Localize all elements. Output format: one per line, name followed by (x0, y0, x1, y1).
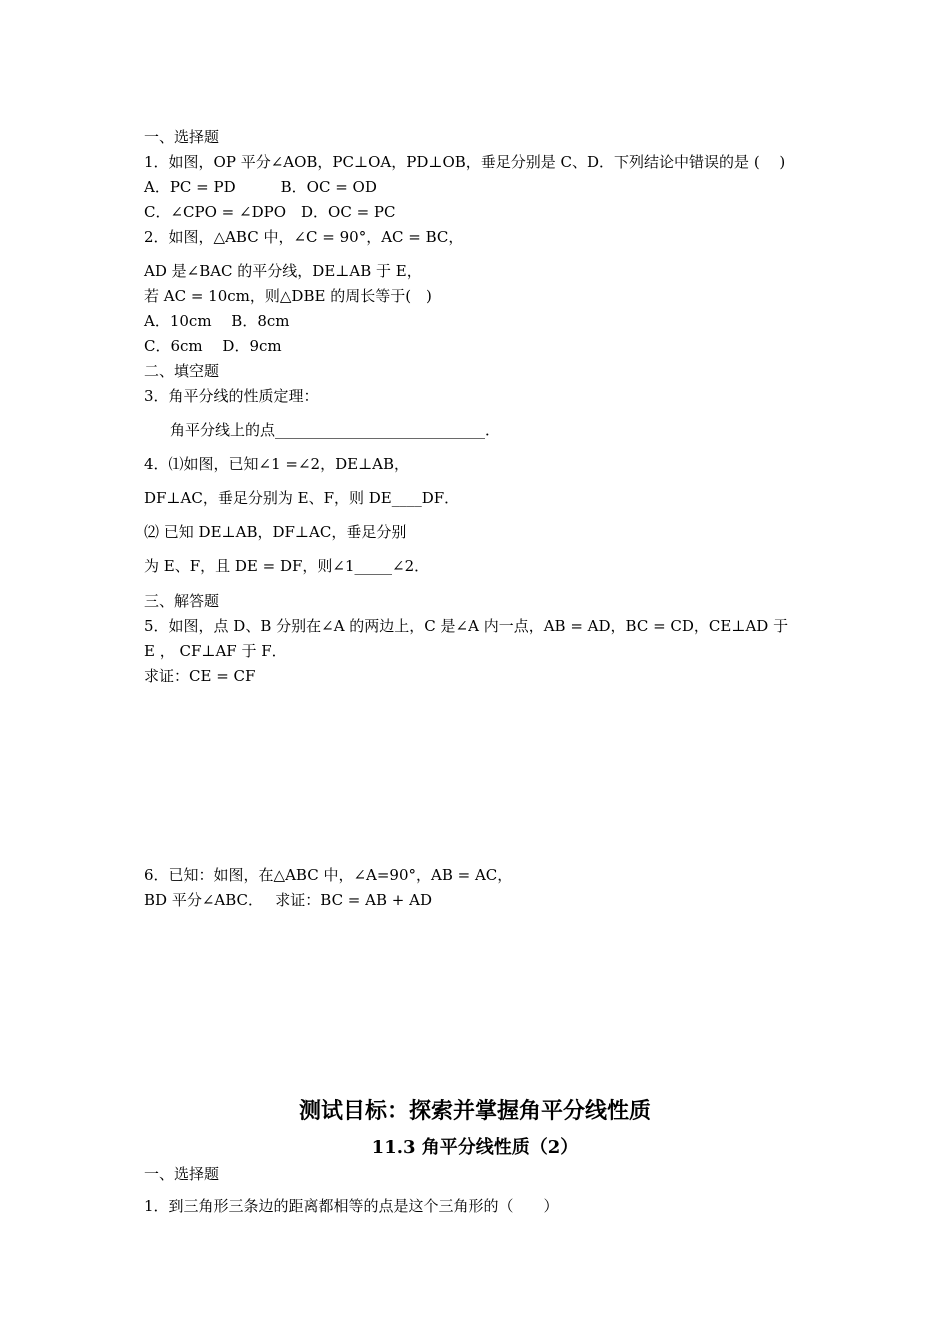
section-heading-answer: 三、解答题 (144, 592, 220, 610)
q4-line1: 4．⑴如图，已知∠1 =∠2，DE⊥AB， (144, 455, 410, 473)
q1-stem: 1．如图，OP 平分∠AOB，PC⊥OA，PD⊥OB，垂足分别是 C、D．下列结论中错误的是 ( ) (144, 153, 786, 171)
q2-options-cd: C．6cm D．9cm (144, 337, 282, 355)
q6-line1: 6．已知：如图，在△ABC 中，∠A=90°，AB = AC， (144, 866, 513, 884)
q4-line4: 为 E、F，且 DE = DF，则∠1_____∠2． (144, 557, 430, 575)
lesson-title: 11.3 角平分线性质（2） (371, 1137, 579, 1158)
q5-line1: 5．如图，点 D、B 分别在∠A 的两边上，C 是∠A 内一点，AB = AD，BC = CD，CE⊥AD 于 (144, 617, 789, 635)
q3-blank: 角平分线上的点____________________________． (170, 421, 501, 439)
section-heading-fill: 二、填空题 (144, 362, 220, 380)
q3-stem: 3．角平分线的性质定理： (144, 387, 319, 405)
q1-options-ab: A．PC = PD B．OC = OD (144, 178, 377, 196)
section-heading-choice-2: 一、选择题 (144, 1165, 220, 1183)
q2-line3: 若 AC = 10cm，则△DBE 的周长等于( ) (144, 287, 432, 305)
q4-line3: ⑵ 已知 DE⊥AB，DF⊥AC，垂足分别 (144, 523, 407, 541)
q5-line2: E ， CF⊥AF 于 F． (144, 642, 287, 660)
section-heading-choice: 一、选择题 (144, 128, 220, 146)
q2-line2: AD 是∠BAC 的平分线，DE⊥AB 于 E， (144, 262, 422, 280)
q2-line1: 2．如图，△ABC 中，∠C = 90°，AC = BC， (144, 228, 464, 246)
q5-line3: 求证：CE = CF (144, 667, 256, 685)
q2-options-ab: A．10cm B．8cm (144, 312, 290, 330)
q1-options-cd: C．∠CPO = ∠DPO D．OC = PC (144, 203, 396, 221)
q4-line2: DF⊥AC，垂足分别为 E、F，则 DE____DF． (144, 489, 460, 507)
q7-stem: 1．到三角形三条边的距离都相等的点是这个三角形的（ ） (144, 1197, 559, 1215)
test-goal-title: 测试目标：探索并掌握角平分线性质 (298, 1098, 651, 1124)
q6-line2: BD 平分∠ABC． 求证：BC = AB + AD (144, 891, 432, 909)
